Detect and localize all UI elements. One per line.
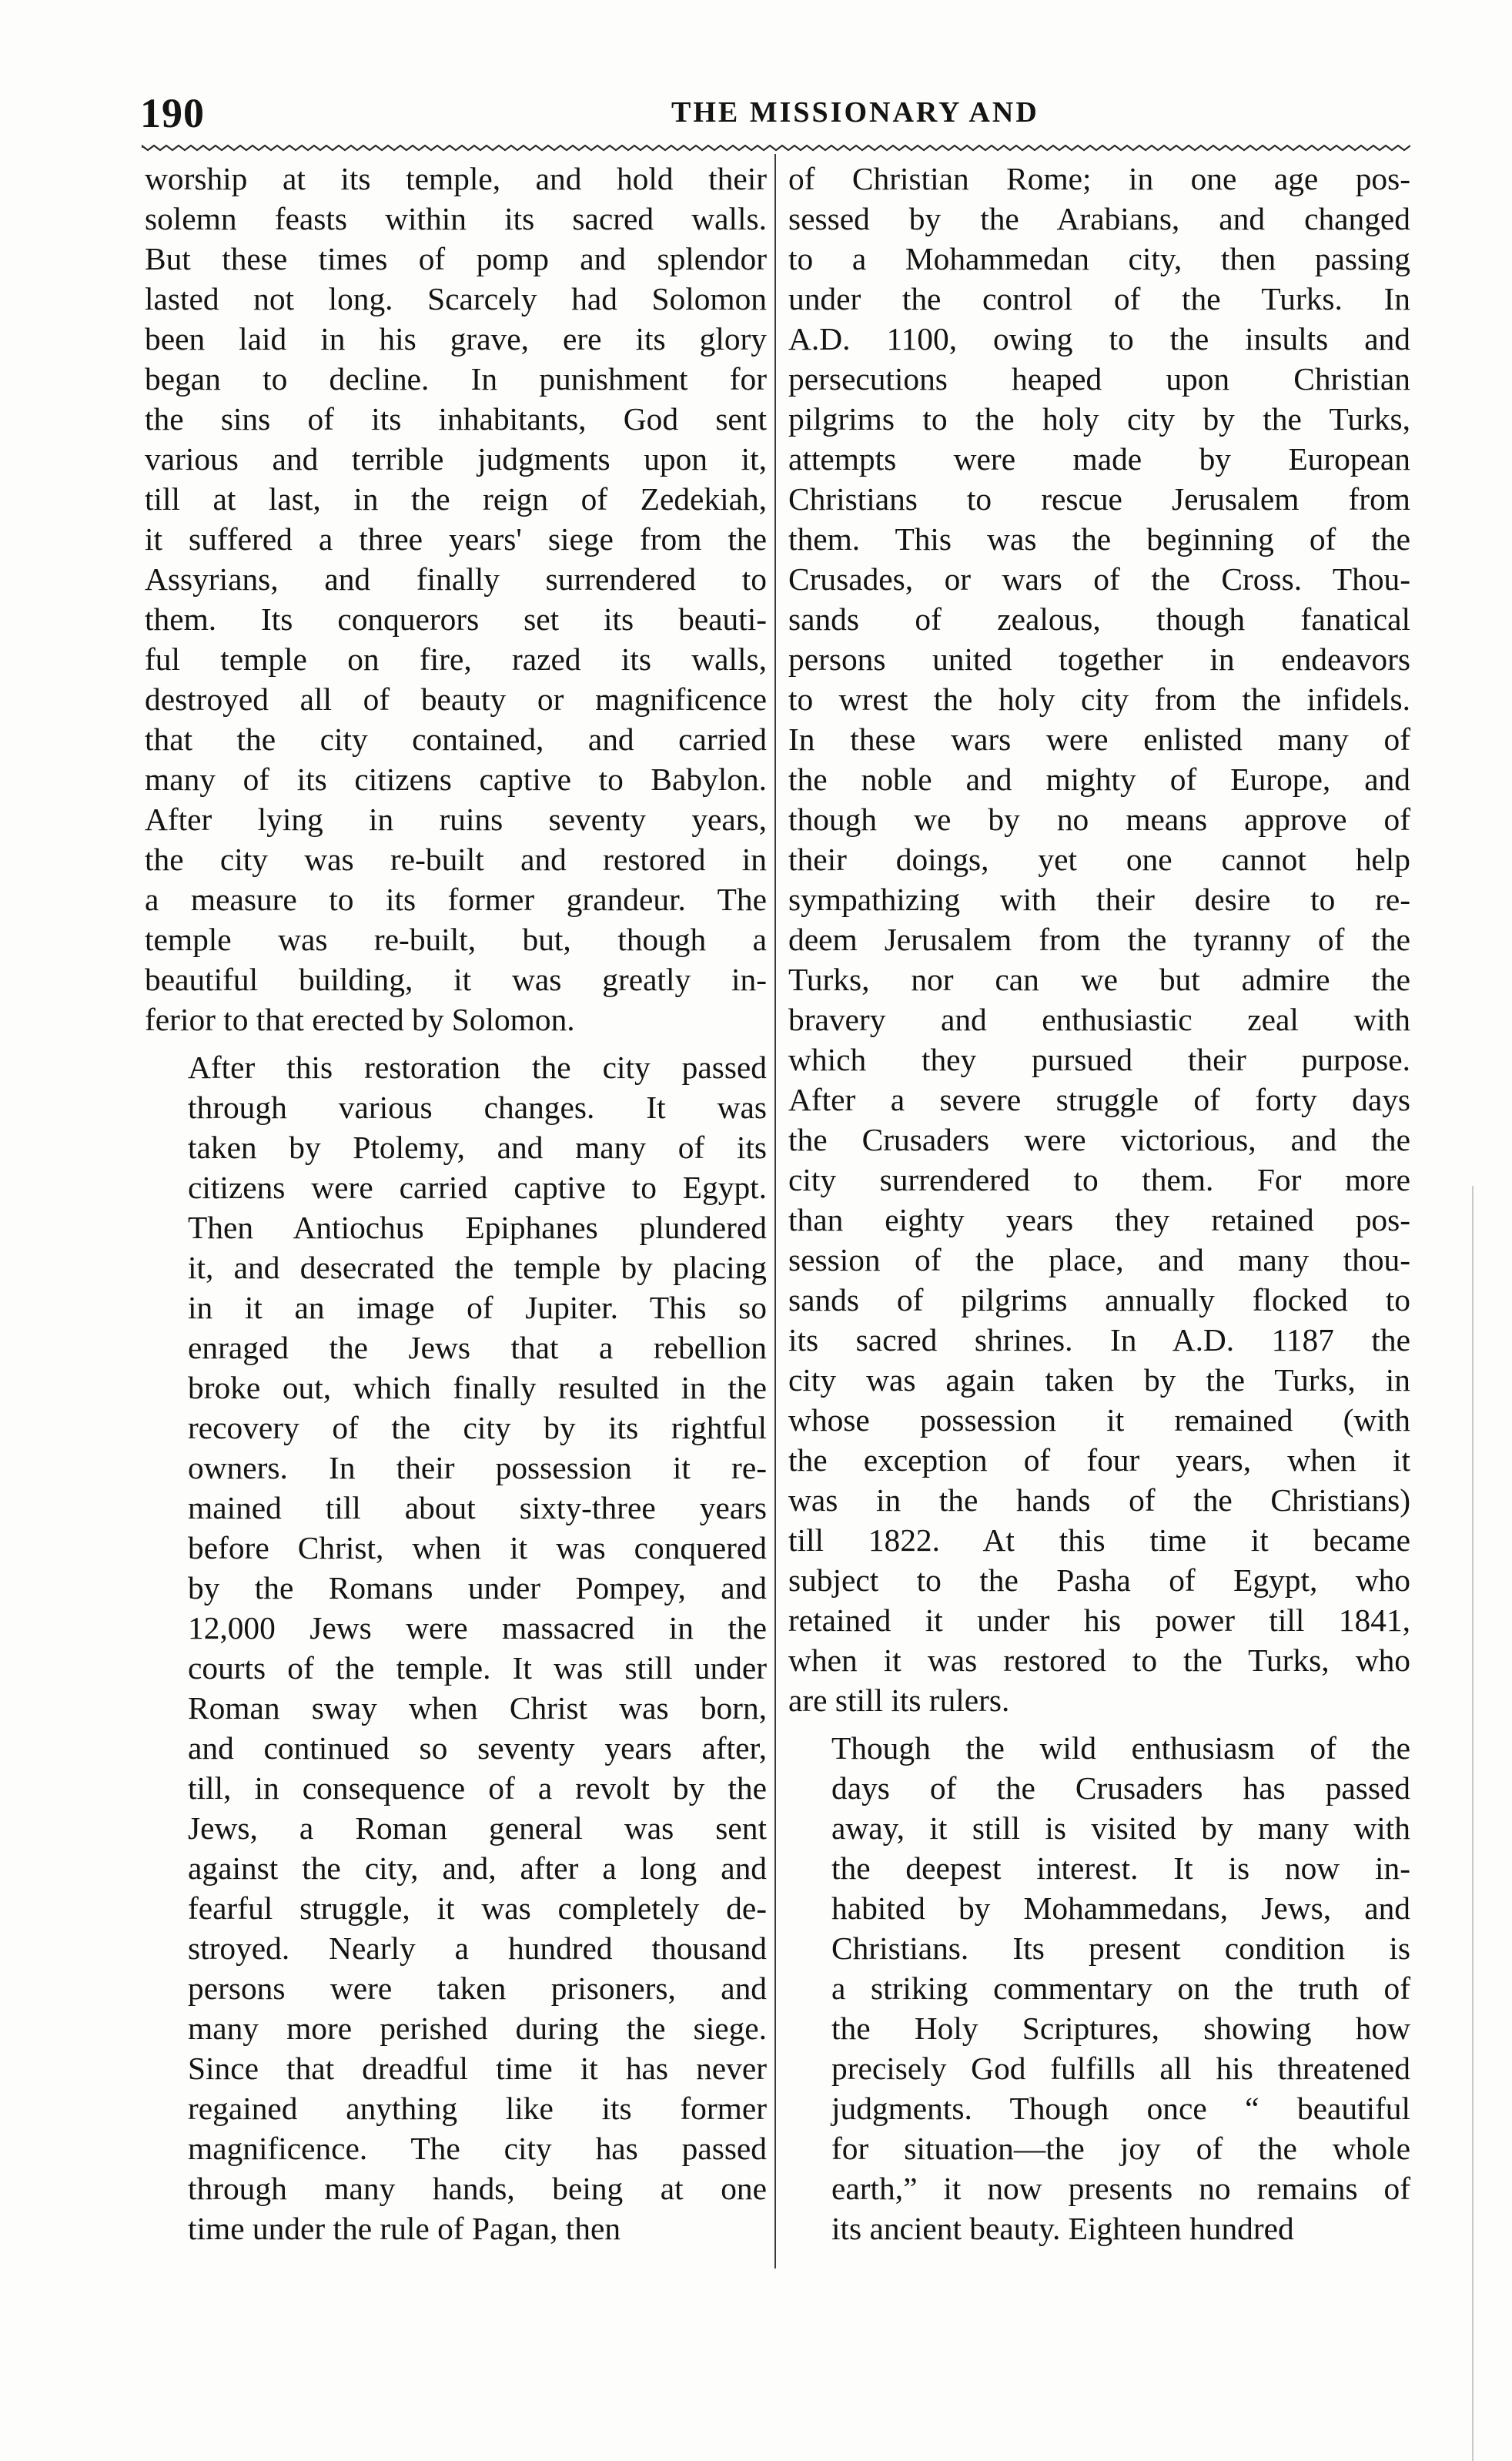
text-line: before Christ, when it was conquered — [188, 1530, 767, 1565]
text-line: time under the rule of Pagan, then — [188, 2211, 621, 2246]
text-line: habited by Mohammedans, Jews, and — [831, 1890, 1410, 1926]
text-line: in it an image of Jupiter. This so — [188, 1290, 767, 1325]
text-line: was in the hands of the Christians) — [788, 1482, 1410, 1518]
text-line: the city was re-built and restored in — [145, 842, 767, 877]
text-line: been laid in his grave, ere its glory — [145, 321, 767, 357]
text-line: them. Its conquerors set its beauti- — [145, 601, 767, 637]
text-line: when it was restored to the Turks, who — [788, 1642, 1410, 1678]
text-line: Christians to rescue Jerusalem from — [788, 481, 1410, 517]
column-divider — [774, 154, 776, 2268]
text-line: against the city, and, after a long and — [188, 1850, 767, 1886]
text-line: attempts were made by European — [788, 441, 1410, 477]
right-paragraph-1 — [788, 159, 1410, 1720]
text-line: ful temple on fire, razed its walls, — [145, 641, 767, 677]
text-line: it, and desecrated the temple by placing — [188, 1250, 767, 1285]
text-line: pilgrims to the holy city by the Turks, — [788, 401, 1410, 437]
text-line: through many hands, being at one — [188, 2171, 767, 2206]
right-paragraph-2 — [788, 1728, 1410, 2248]
page-edge-shadow — [1472, 1186, 1474, 2461]
text-line: them. This was the beginning of the — [788, 521, 1410, 557]
text-line: A.D. 1100, owing to the insults and — [788, 321, 1410, 357]
text-line: ferior to that erected by Solomon. — [145, 1002, 575, 1037]
text-line: But these times of pomp and splendor — [145, 241, 767, 276]
text-line: beautiful building, it was greatly in- — [145, 962, 767, 997]
text-line: till at last, in the reign of Zedekiah, — [145, 481, 767, 517]
text-line: by the Romans under Pompey, and — [188, 1570, 767, 1606]
text-line: sands of zealous, though fanatical — [788, 601, 1410, 637]
text-line: the sins of its inhabitants, God sent — [145, 401, 767, 437]
text-line: judgments. Though once “ beautiful — [831, 2091, 1410, 2126]
text-line: Since that dreadful time it has never — [188, 2051, 767, 2086]
text-line: In these wars were enlisted many of — [788, 722, 1410, 757]
text-line: city was again taken by the Turks, in — [788, 1362, 1410, 1398]
left-paragraph-2 — [145, 1047, 767, 2248]
text-line: a measure to its former grandeur. The — [145, 882, 767, 917]
text-line: its ancient beauty. Eighteen hundred — [831, 2211, 1294, 2246]
text-line: Then Antiochus Epiphanes plundered — [188, 1210, 767, 1245]
text-line: subject to the Pasha of Egypt, who — [788, 1562, 1410, 1598]
text-line: many more perished during the siege. — [188, 2011, 767, 2046]
text-line: owners. In their possession it re- — [188, 1450, 767, 1485]
text-line: regained anything like its former — [188, 2091, 767, 2126]
text-line: various and terrible judgments upon it, — [145, 441, 767, 477]
text-line: After a severe struggle of forty days — [788, 1082, 1410, 1117]
text-line: for situation—the joy of the whole — [831, 2131, 1410, 2166]
text-line: mained till about sixty-three years — [188, 1490, 767, 1525]
text-line: to wrest the holy city from the infidels. — [788, 681, 1410, 717]
text-line: persecutions heaped upon Christian — [788, 361, 1410, 397]
text-line: courts of the temple. It was still under — [188, 1650, 767, 1686]
text-line: of Christian Rome; in one age pos- — [788, 161, 1410, 196]
text-line: fearful struggle, it was completely de- — [188, 1890, 767, 1926]
text-line: sympathizing with their desire to re- — [788, 882, 1410, 917]
text-line: Turks, nor can we but admire the — [788, 962, 1410, 997]
text-line: magnificence. The city has passed — [188, 2131, 767, 2166]
text-line: than eighty years they retained pos- — [788, 1202, 1410, 1237]
text-line: the Crusaders were victorious, and the — [788, 1122, 1410, 1157]
text-line: destroyed all of beauty or magnificence — [145, 681, 767, 717]
page-header — [140, 89, 1410, 143]
text-line: whose possession it remained (with — [788, 1402, 1410, 1438]
text-line: persons were taken prisoners, and — [188, 1970, 767, 2006]
text-line: that the city contained, and carried — [145, 722, 767, 757]
text-line: 12,000 Jews were massacred in the — [188, 1610, 767, 1646]
text-line: Though the wild enthusiasm of the — [831, 1730, 1410, 1766]
text-line: which they pursued their purpose. — [788, 1042, 1410, 1077]
text-line: under the control of the Turks. In — [788, 281, 1410, 316]
text-line: through various changes. It was — [188, 1090, 767, 1125]
text-line: its sacred shrines. In A.D. 1187 the — [788, 1322, 1410, 1358]
text-line: their doings, yet one cannot help — [788, 842, 1410, 877]
running-title: THE MISSIONARY AND — [671, 96, 1039, 129]
text-line: session of the place, and many thou- — [788, 1242, 1410, 1277]
text-line: retained it under his power till 1841, — [788, 1602, 1410, 1638]
text-line: After this restoration the city passed — [188, 1050, 767, 1085]
text-line: earth,” it now presents no remains of — [831, 2171, 1410, 2206]
text-line: a striking commentary on the truth of — [831, 1970, 1410, 2006]
text-line: broke out, which finally resulted in the — [188, 1370, 767, 1405]
text-line: the deepest interest. It is now in- — [831, 1850, 1410, 1886]
text-line: Crusades, or wars of the Cross. Thou- — [788, 561, 1410, 597]
text-line: Assyrians, and finally surrendered to — [145, 561, 767, 597]
text-line: the exception of four years, when it — [788, 1442, 1410, 1478]
text-line: though we by no means approve of — [788, 802, 1410, 837]
text-line: Jews, a Roman general was sent — [188, 1810, 767, 1846]
text-line: precisely God fulfills all his threatened — [831, 2051, 1410, 2086]
text-line: sessed by the Arabians, and changed — [788, 201, 1410, 236]
text-line: enraged the Jews that a rebellion — [188, 1330, 767, 1365]
text-line: city surrendered to them. For more — [788, 1162, 1410, 1197]
left-column — [145, 159, 767, 2248]
text-line: till, in consequence of a revolt by the — [188, 1770, 767, 1806]
text-line: Christians. Its present condition is — [831, 1930, 1410, 1966]
text-line: days of the Crusaders has passed — [831, 1770, 1410, 1806]
text-line: taken by Ptolemy, and many of its — [188, 1130, 767, 1165]
right-column — [788, 159, 1410, 2248]
text-line: bravery and enthusiastic zeal with — [788, 1002, 1410, 1037]
text-line: solemn feasts within its sacred walls. — [145, 201, 767, 236]
text-line: away, it still is visited by many with — [831, 1810, 1410, 1846]
text-line: began to decline. In punishment for — [145, 361, 767, 397]
page-number: 190 — [140, 90, 205, 136]
text-line: recovery of the city by its rightful — [188, 1410, 767, 1445]
text-line: the noble and mighty of Europe, and — [788, 762, 1410, 797]
text-line: Roman sway when Christ was born, — [188, 1690, 767, 1726]
text-line: it suffered a three years' siege from the — [145, 521, 767, 557]
text-line: the Holy Scriptures, showing how — [831, 2011, 1410, 2046]
left-paragraph-1 — [145, 159, 767, 1040]
text-line: worship at its temple, and hold their — [145, 161, 767, 196]
text-line: temple was re-built, but, though a — [145, 922, 767, 957]
text-line: stroyed. Nearly a hundred thousand — [188, 1930, 767, 1966]
text-line: to a Mohammedan city, then passing — [788, 241, 1410, 276]
text-line: persons united together in endeavors — [788, 641, 1410, 677]
text-line: are still its rulers. — [788, 1683, 1010, 1718]
text-line: citizens were carried captive to Egypt. — [188, 1170, 767, 1205]
text-line: lasted not long. Scarcely had Solomon — [145, 281, 767, 316]
text-line: and continued so seventy years after, — [188, 1730, 767, 1766]
text-line: After lying in ruins seventy years, — [145, 802, 767, 837]
text-line: deem Jerusalem from the tyranny of the — [788, 922, 1410, 957]
text-line: till 1822. At this time it became — [788, 1522, 1410, 1558]
header-wavy-rule — [142, 143, 1410, 152]
text-line: sands of pilgrims annually flocked to — [788, 1282, 1410, 1318]
text-line: many of its citizens captive to Babylon. — [145, 762, 767, 797]
